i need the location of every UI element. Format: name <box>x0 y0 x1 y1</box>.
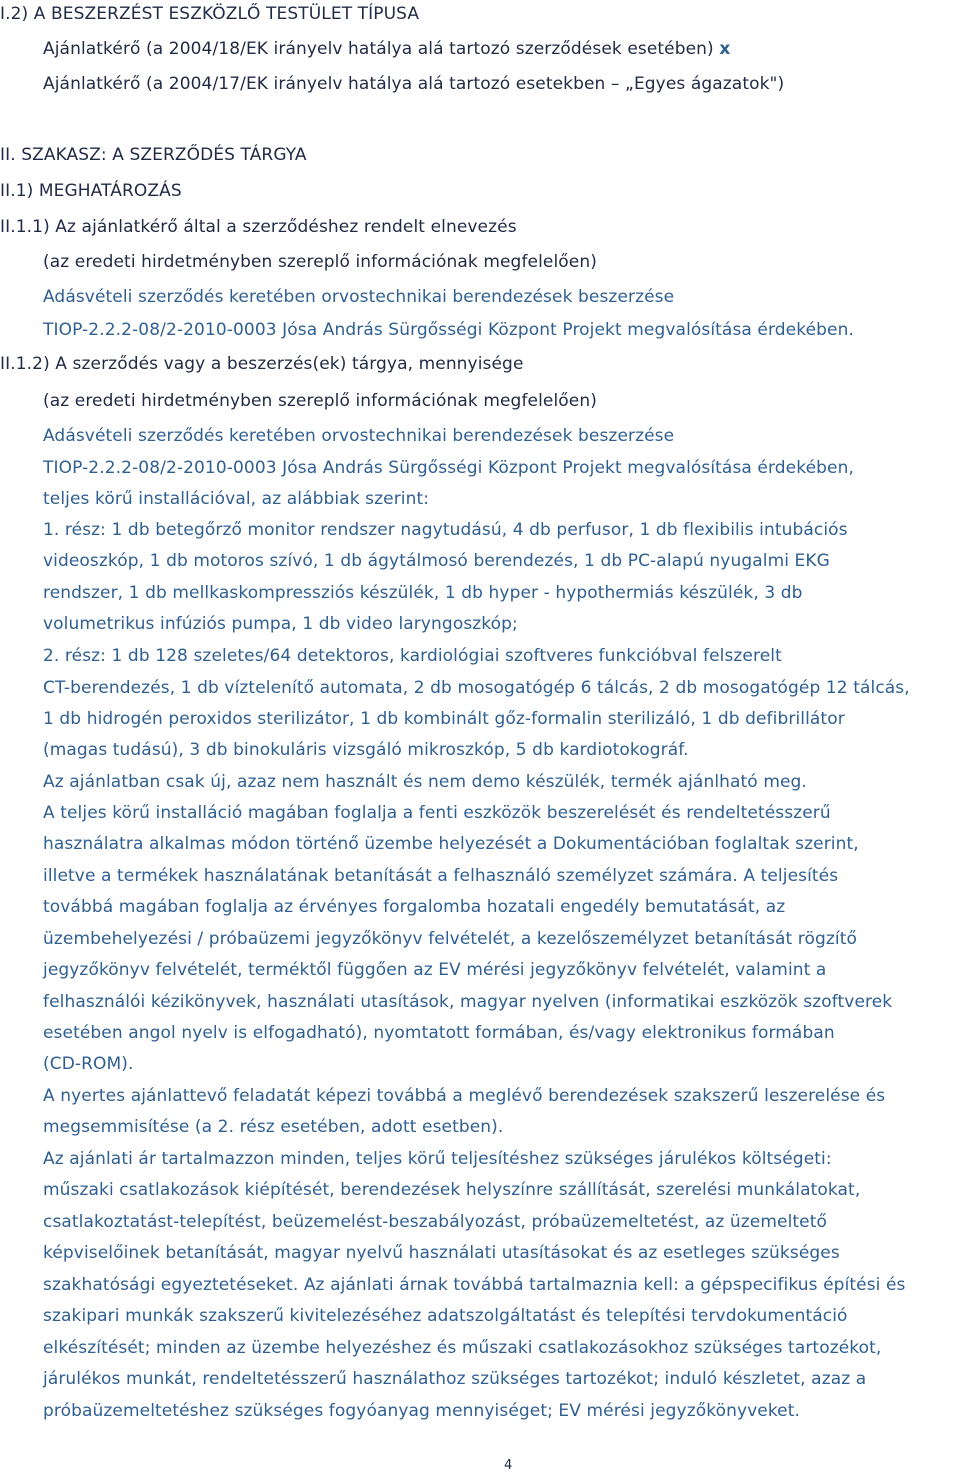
body-line: Az ajánlatban csak új, azaz nem használt és nem demo készülék, termék ajánlható meg. <box>43 772 807 792</box>
body-line: járulékos munkát, rendeltetésszerű használathoz szükséges tartozékot; induló készletet, azaz a <box>43 1369 867 1389</box>
body-line: 2. rész: 1 db 128 szeletes/64 detektoros, kardiológiai szoftveres funkcióbval felszerelt <box>43 646 782 666</box>
section-ii11-line: Adásvételi szerződés keretében orvostechnikai berendezések beszerzése <box>43 287 675 307</box>
section-i2-option1-text: Ajánlatkérő (a 2004/18/EK irányelv hatálya alá tartozó szerződések esetében) <box>43 39 714 59</box>
body-line: 1. rész: 1 db betegőrző monitor rendszer nagytudású, 4 db perfusor, 1 db flexibilis intubációs <box>43 520 848 540</box>
body-line: esetében angol nyelv is elfogadható), nyomtatott formában, és/vagy elektronikus formában <box>43 1023 835 1043</box>
section-i2-title: I.2) A BESZERZÉST ESZKÖZLŐ TESTÜLET TÍPUSA <box>0 4 420 24</box>
section-ii-title: II. SZAKASZ: A SZERZŐDÉS TÁRGYA <box>0 145 307 165</box>
section-ii12-heading: II.1.2) A szerződés vagy a beszerzés(ek) tárgya, mennyisége <box>0 354 524 374</box>
body-line: TIOP-2.2.2-08/2-2010-0003 Jósa András Sürgősségi Központ Projekt megvalósítása érdekében, <box>43 458 854 478</box>
section-i2-option1 <box>43 37 730 61</box>
body-line: csatlakoztatást-telepítést, beüzemelést-beszabályozást, próbaüzemeltetést, az üzemeltető <box>43 1212 827 1232</box>
body-line: felhasználói kézikönyvek, használati utasítások, magyar nyelven (informatikai eszközök szoftverek <box>43 992 893 1012</box>
body-line: szakipari munkák szakszerű kivitelezéséhez adatszolgáltatást és telepítési tervdokumentáció <box>43 1306 848 1326</box>
body-line: A nyertes ajánlattevő feladatát képezi továbbá a meglévő berendezések szakszerű leszerelése és <box>43 1086 886 1106</box>
body-line: megsemmisítése (a 2. rész esetében, adott esetben). <box>43 1117 504 1137</box>
body-line: műszaki csatlakozások kiépítését, berendezések helyszínre szállítását, szerelési munkálatokat, <box>43 1180 861 1200</box>
body-line: képviselőinek betanítását, magyar nyelvű használati utasításokat és az esetleges szükséges <box>43 1243 840 1263</box>
body-line: volumetrikus infúziós pumpa, 1 db video laryngoszkóp; <box>43 614 518 634</box>
body-line: videoszkóp, 1 db motoros szívó, 1 db ágytálmosó berendezés, 1 db PC-alapú nyugalmi EKG <box>43 551 830 571</box>
body-line: CT-berendezés, 1 db víztelenítő automata, 2 db mosogatógép 6 tálcás, 2 db mosogatógép 12 tálcás, <box>43 678 910 698</box>
body-line: továbbá magában foglalja az érvényes forgalomba hozatali engedély bemutatását, az <box>43 897 786 917</box>
body-line: próbaüzemeltetéshez szükséges fogyóanyag mennyiséget; EV mérési jegyzőkönyveket. <box>43 1401 800 1421</box>
body-line: illetve a termékek használatának betanítását a felhasználó személyzet számára. A teljesítés <box>43 866 839 886</box>
body-line: használatra alkalmas módon történő üzembe helyezését a Dokumentációban foglaltak szerint, <box>43 834 859 854</box>
page-number: 4 <box>504 1458 513 1473</box>
body-line: (magas tudású), 3 db binokuláris vizsgáló mikroszkóp, 5 db kardiotokográf. <box>43 740 689 760</box>
body-line: (CD-ROM). <box>43 1054 134 1074</box>
section-i2-option2: Ajánlatkérő (a 2004/17/EK irányelv hatálya alá tartozó esetekben – „Egyes ágazatok") <box>43 74 785 94</box>
body-line: teljes körű installációval, az alábbiak szerint: <box>43 489 430 509</box>
section-ii11-heading: II.1.1) Az ajánlatkérő által a szerződéshez rendelt elnevezés <box>0 217 517 237</box>
body-line: A teljes körű installáció magában foglalja a fenti eszközök beszerelését és rendeltetésszerű <box>43 803 831 823</box>
body-line: szakhatósági egyeztetéseket. Az ajánlati árnak továbbá tartalmaznia kell: a gépspecifikus építési és <box>43 1275 906 1295</box>
body-line: 1 db hidrogén peroxidos sterilizátor, 1 db kombinált gőz-formalin sterilizáló, 1 db defibrillátor <box>43 709 845 729</box>
section-ii12-note: (az eredeti hirdetményben szereplő információnak megfelelően) <box>43 391 597 411</box>
section-ii1-subtitle: II.1) MEGHATÁROZÁS <box>0 181 182 201</box>
section-ii11-note: (az eredeti hirdetményben szereplő információnak megfelelően) <box>43 252 597 272</box>
body-line: rendszer, 1 db mellkaskompressziós készülék, 1 db hyper - hypothermiás készülék, 3 db <box>43 583 803 603</box>
body-line: üzembehelyezési / próbaüzemi jegyzőkönyv felvételét, a kezelőszemélyzet betanítását rögzítő <box>43 929 857 949</box>
body-line: elkészítését; minden az üzembe helyezéshez és műszaki csatlakozásokhoz szükséges tartozékot, <box>43 1338 882 1358</box>
body-line: jegyzőkönyv felvételét, terméktől függően az EV mérési jegyzőkönyv felvételét, valamint a <box>43 960 827 980</box>
body-line: Az ajánlati ár tartalmazzon minden, teljes körű teljesítéshez szükséges járulékos költségeti: <box>43 1149 832 1169</box>
selected-mark: x <box>719 39 731 59</box>
section-ii11-line: TIOP-2.2.2-08/2-2010-0003 Jósa András Sürgősségi Központ Projekt megvalósítása érdekében. <box>43 320 854 340</box>
body-line: Adásvételi szerződés keretében orvostechnikai berendezések beszerzése <box>43 426 675 446</box>
